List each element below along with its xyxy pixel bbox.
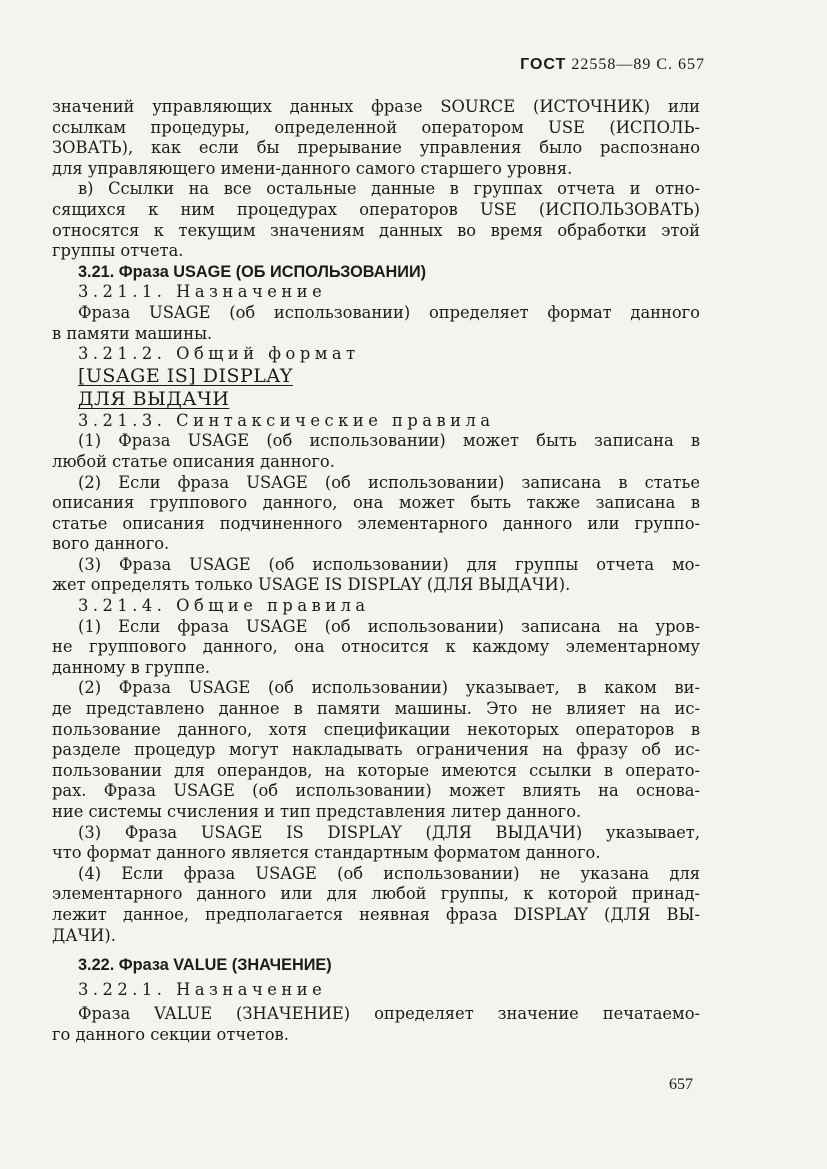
text-line: сящихся к ним процедурах операторов USE (ИСПОЛЬЗОВАТЬ) [52,199,700,219]
text-line: элементарного данного или для любой группы, к которой принад- [52,884,700,904]
text-line: лежит данное, предполагается неявная фраза DISPLAY (ДЛЯ ВЫ- [52,904,700,924]
text-line: 3.22.1. Назначение [78,979,327,999]
text-line: (1) Фраза USAGE (об использовании) может быть записана в [78,431,700,451]
text-line: пользовании для операндов, на которые имеются ссылки в операто- [52,760,700,780]
text-line: пользование данного, хотя спецификации некоторых операторов в [52,719,700,739]
text-line: де представлено данное в памяти машины. Это не влияет на ис- [52,699,700,719]
text-line: любой статье описания данного. [52,451,335,471]
text-line: жет определять только USAGE IS DISPLAY (ДЛЯ ВЫДАЧИ). [52,575,571,595]
text-line: не группового данного, она относится к каждому элементарному [52,637,700,657]
text-line: в) Ссылки на все остальные данные в группах отчета и отно- [78,179,700,199]
text-line: ЗОВАТЬ), как если бы прерывание управления было распознано [52,138,700,158]
text-line: 3.22. Фраза VALUE (ЗНАЧЕНИЕ) [78,956,332,975]
text-line: (2) Если фраза USAGE (об использовании) записана в статье [78,472,700,492]
text-line: Фраза USAGE (об использовании) определяет формат данного [78,302,700,322]
text-line: в памяти машины. [52,323,213,343]
text-line: ДЛЯ ВЫДАЧИ [78,387,230,410]
text-line: (4) Если фраза USAGE (об использовании) не указана для [78,863,700,883]
text-line: (3) Фраза USAGE IS DISPLAY (ДЛЯ ВЫДАЧИ) указывает, [78,822,700,842]
text-line: [USAGE IS] DISPLAY [78,364,293,387]
text-line: значений управляющих данных фразе SOURCE (ИСТОЧНИК) или [52,97,700,116]
text-line: данному в группе. [52,657,211,677]
text-line: разделе процедур могут накладывать ограничения на фразу об ис- [52,740,700,760]
standard-code: ГОСТ [520,56,567,73]
text-line: (1) Если фраза USAGE (об использовании) записана на уров- [78,616,700,636]
text-line: (2) Фраза USAGE (об использовании) указывает, в каком ви- [78,678,700,698]
text-line: 3.21.2. Общий формат [78,344,360,364]
text-line: 3.21.4. Общие правила [78,596,370,616]
body-text [52,97,700,1046]
text-line: 3.21. Фраза USAGE (ОБ ИСПОЛЬЗОВАНИИ) [78,262,427,281]
text-line: вого данного. [52,534,170,554]
text-line: группы отчета. [52,241,184,261]
page-folio: 657 [669,1076,693,1093]
text-line: Фраза VALUE (ЗНАЧЕНИЕ) определяет значение печатаемо- [78,1004,700,1024]
text-line: ДАЧИ). [52,925,116,945]
text-line: (3) Фраза USAGE (об использовании) для группы отчета мо- [78,554,700,574]
text-line: статье описания подчиненного элементарного данного или группо- [52,513,700,533]
text-line: го данного секции отчетов. [52,1024,289,1044]
text-line: ссылкам процедуры, определенной оператором USE (ИСПОЛЬ- [52,117,700,137]
page-header [520,56,705,74]
text-line: 3.21.1. Назначение [78,282,327,302]
spacer [52,946,700,955]
text-line: для управляющего имени-данного самого старшего уровня. [52,158,573,178]
text-line: ние системы счисления и тип представления литер данного. [52,802,582,821]
text-line: относятся к текущим значениям данных во время обработки этой [52,220,700,240]
standard-number: 22558—89 [571,56,652,73]
text-line: рах. Фраза USAGE (об использовании) может влиять на основа- [52,781,700,801]
text-line: 3.21.3. Синтаксические правила [78,410,495,430]
text-line: что формат данного является стандартным форматом данного. [52,843,601,863]
header-page-number: С. 657 [656,56,705,73]
text-line: описания группового данного, она может быть также записана в [52,493,700,513]
